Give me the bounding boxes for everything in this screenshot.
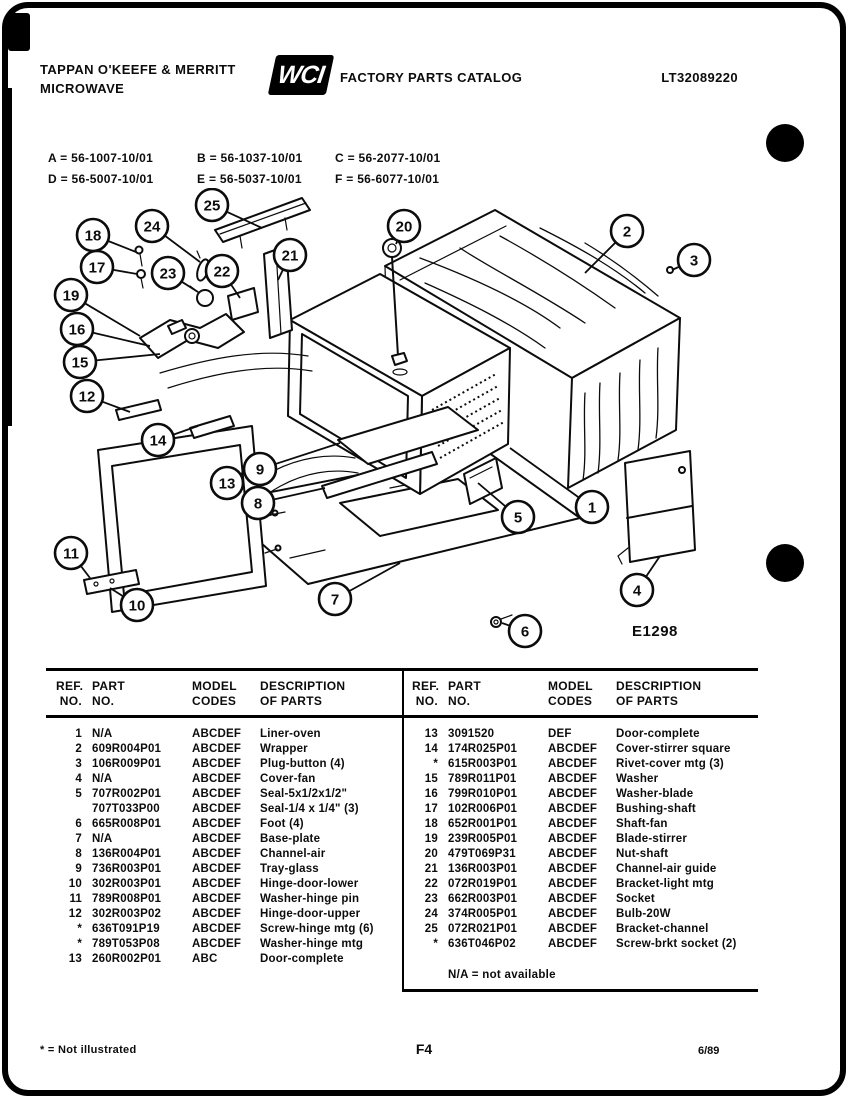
table-row	[412, 757, 758, 772]
cell-model: ABCDEF	[548, 938, 598, 950]
cell-model: ABCDEF	[548, 803, 598, 815]
cell-part: 374R005P01	[448, 908, 518, 920]
cell-part: 174R025P01	[448, 743, 518, 755]
cell-ref: *	[433, 758, 438, 770]
table-row	[412, 862, 758, 877]
cell-model: ABCDEF	[192, 788, 242, 800]
cell-ref: 20	[424, 848, 438, 860]
cell-desc: Seal-5x1/2x1/2"	[260, 788, 348, 800]
na-note: N/A = not available	[448, 969, 556, 981]
door-art	[84, 426, 281, 612]
cell-model: ABCDEF	[192, 908, 242, 920]
table-row	[412, 832, 758, 847]
cell-part: 799R010P01	[448, 788, 518, 800]
callout-number: 22	[213, 263, 231, 281]
cell-ref: 22	[424, 878, 438, 890]
cell-part: 302R003P01	[92, 878, 162, 890]
callout-number: 24	[143, 218, 161, 236]
table-row	[56, 937, 402, 952]
table-body-left	[46, 718, 402, 971]
cell-model: ABCDEF	[192, 803, 242, 815]
cell-ref: 19	[424, 833, 438, 845]
cell-model: ABCDEF	[548, 758, 598, 770]
cell-part: 239R005P01	[448, 833, 518, 845]
table-row	[412, 892, 758, 907]
table-row	[56, 922, 402, 937]
table-row	[412, 877, 758, 892]
cell-model: ABCDEF	[548, 788, 598, 800]
back-panel-art	[618, 451, 695, 564]
cell-ref: *	[77, 923, 82, 935]
cell-desc: Bracket-light mtg	[616, 878, 714, 890]
callout-number: 12	[78, 388, 96, 406]
table-row	[56, 832, 402, 847]
callout-number: 1	[587, 499, 597, 517]
cell-ref: 13	[424, 728, 438, 740]
parts-tables	[46, 668, 758, 992]
table-row	[56, 892, 402, 907]
callout-number: 14	[149, 432, 167, 450]
brand-line-2: MICROWAVE	[40, 81, 125, 96]
cell-ref: 14	[424, 743, 438, 755]
callout-number: 16	[68, 321, 86, 339]
cell-desc: Cover-stirrer square	[616, 743, 731, 755]
cell-desc: Washer-hinge mtg	[260, 938, 364, 950]
cell-model: ABCDEF	[548, 878, 598, 890]
cell-model: ABCDEF	[192, 863, 242, 875]
cell-model: ABCDEF	[192, 773, 242, 785]
cell-desc: Nut-shaft	[616, 848, 669, 860]
callout-number: 19	[62, 287, 80, 305]
cell-model: ABCDEF	[192, 728, 242, 740]
cell-desc: Bracket-channel	[616, 923, 709, 935]
model-code-F: F = 56-6077-10/01	[335, 172, 440, 186]
cell-ref: 17	[424, 803, 438, 815]
cell-desc: Shaft-fan	[616, 818, 668, 830]
cell-part: 3091520	[448, 728, 495, 740]
cell-model: ABCDEF	[192, 878, 242, 890]
brand-heading	[40, 60, 236, 98]
callout-number: 10	[128, 597, 146, 615]
header-desc: DESCRIPTION OF PARTS	[616, 679, 702, 708]
callout-number: 17	[88, 259, 106, 277]
cell-ref: 3	[75, 758, 82, 770]
cell-ref: 16	[424, 788, 438, 800]
leader-line	[275, 443, 340, 464]
cell-desc: Foot (4)	[260, 818, 304, 830]
cell-ref	[56, 802, 92, 817]
cell-desc: Washer-hinge pin	[260, 893, 360, 905]
exploded-diagram	[40, 188, 760, 658]
cell-desc: Channel-air	[260, 848, 326, 860]
table-row	[56, 787, 402, 802]
cell-model: DEF	[548, 728, 572, 740]
cell-ref: 15	[424, 773, 438, 785]
cell-model: ABCDEF	[548, 818, 598, 830]
leader-line	[96, 354, 160, 360]
table-row	[412, 742, 758, 757]
cell-ref: 7	[75, 833, 82, 845]
cell-desc: Wrapper	[260, 743, 308, 755]
table-body-right	[404, 718, 758, 956]
cell-ref: 13	[68, 953, 82, 965]
cell-desc: Base-plate	[260, 833, 321, 845]
cell-desc: Screw-brkt socket (2)	[616, 938, 737, 950]
wci-logo-text: WCI	[276, 60, 326, 89]
header-ref: REF. NO.	[56, 679, 84, 708]
cell-ref: 25	[424, 923, 438, 935]
table-row	[412, 727, 758, 742]
callout-number: 20	[395, 218, 413, 236]
table-row	[56, 862, 402, 877]
table-header	[46, 671, 402, 718]
callout-number: 9	[255, 461, 265, 479]
cell-model: ABCDEF	[192, 833, 242, 845]
cell-desc: Plug-button (4)	[260, 758, 345, 770]
cell-part: 665R008P01	[92, 818, 162, 830]
table-row	[412, 817, 758, 832]
table-row	[56, 757, 402, 772]
leader-line	[81, 566, 90, 578]
cell-part: 789R011P01	[448, 773, 517, 785]
table-row	[56, 877, 402, 892]
cell-model: ABCDEF	[548, 923, 598, 935]
leader-line	[108, 241, 136, 252]
callout-number: 13	[218, 475, 236, 493]
header-desc: DESCRIPTION OF PARTS	[260, 679, 346, 708]
table-row	[412, 787, 758, 802]
table-row	[412, 937, 758, 952]
cell-ref: 9	[75, 863, 82, 875]
table-row	[412, 772, 758, 787]
cell-model: ABCDEF	[192, 893, 242, 905]
header-model: MODEL CODES	[548, 679, 593, 708]
table-row	[56, 847, 402, 862]
cell-model: ABC	[192, 953, 218, 965]
scan-artifact-left-bar	[3, 88, 12, 426]
cell-part: 789R008P01	[92, 893, 162, 905]
table-row	[56, 772, 402, 787]
cell-model: ABCDEF	[548, 863, 598, 875]
cell-ref: 12	[68, 908, 82, 920]
cell-desc: Tray-glass	[260, 863, 319, 875]
cell-part: 609R004P01	[92, 743, 162, 755]
cell-ref: *	[77, 938, 82, 950]
cell-ref: 23	[424, 893, 438, 905]
header-model: MODEL CODES	[192, 679, 237, 708]
cell-part: 136R003P01	[448, 863, 518, 875]
cell-part: 136R004P01	[92, 848, 162, 860]
header-ref: REF. NO.	[412, 679, 440, 708]
model-code-B: B = 56-1037-10/01	[197, 151, 303, 165]
cell-desc: Blade-stirrer	[616, 833, 687, 845]
cell-part: 072R019P01	[448, 878, 518, 890]
cell-part: 260R002P01	[92, 953, 162, 965]
table-row	[412, 847, 758, 862]
cell-desc: Channel-air guide	[616, 863, 717, 875]
cell-part: 652R001P01	[448, 818, 518, 830]
cell-ref: 8	[75, 848, 82, 860]
model-list	[48, 151, 495, 193]
table-row	[412, 802, 758, 817]
binder-hole-mark	[766, 544, 804, 582]
cell-part: N/A	[92, 833, 113, 845]
callout-number: 5	[513, 509, 523, 527]
cell-part: 302R003P02	[92, 908, 162, 920]
cell-part: 615R003P01	[448, 758, 518, 770]
model-code-E: E = 56-5037-10/01	[197, 172, 302, 186]
footer-date: 6/89	[698, 1045, 720, 1057]
cell-ref: 1	[75, 728, 82, 740]
table-row	[56, 817, 402, 832]
header-part: PART NO.	[92, 679, 125, 708]
cell-part: 707R002P01	[92, 788, 162, 800]
cell-ref: 21	[424, 863, 438, 875]
table-row	[412, 922, 758, 937]
cell-desc: Washer-blade	[616, 788, 694, 800]
cell-ref: 6	[75, 818, 82, 830]
model-code-A: A = 56-1007-10/01	[48, 151, 154, 165]
cell-desc: Socket	[616, 893, 655, 905]
table-row	[412, 907, 758, 922]
cell-model: ABCDEF	[548, 773, 598, 785]
callout-number: 11	[63, 545, 79, 563]
callout-number: 2	[622, 223, 632, 241]
table-row	[56, 802, 402, 817]
cell-desc: Hinge-door-upper	[260, 908, 361, 920]
wci-logo	[268, 55, 335, 95]
cell-desc: Bushing-shaft	[616, 803, 696, 815]
cell-part: N/A	[92, 728, 113, 740]
cell-part: 636T091P19	[92, 923, 160, 935]
cell-model: ABCDEF	[548, 848, 598, 860]
cell-model: ABCDEF	[548, 833, 598, 845]
table-row	[56, 727, 402, 742]
parts-table-right	[404, 671, 758, 992]
cell-model: ABCDEF	[548, 743, 598, 755]
cell-ref: 24	[424, 908, 438, 920]
cell-model: ABCDEF	[192, 818, 242, 830]
cell-desc: Rivet-cover mtg (3)	[616, 758, 724, 770]
catalog-title: FACTORY PARTS CATALOG	[340, 70, 523, 85]
cell-desc: Door-complete	[260, 953, 344, 965]
callout-number: 6	[520, 623, 530, 641]
cell-part: 662R003P01	[448, 893, 518, 905]
binder-hole-mark	[766, 124, 804, 162]
callout-number: 25	[203, 197, 221, 215]
cell-part: 106R009P01	[92, 758, 162, 770]
callout-number: 21	[281, 247, 299, 265]
header-part: PART NO.	[448, 679, 481, 708]
cell-model: ABCDEF	[548, 893, 598, 905]
leader-line	[113, 270, 137, 274]
cell-ref: 4	[75, 773, 82, 785]
cell-desc: Cover-fan	[260, 773, 316, 785]
scan-artifact-corner	[8, 13, 30, 51]
callout-number: 4	[632, 582, 642, 600]
cell-part: 789T053P08	[92, 938, 160, 950]
callout-number: 18	[84, 227, 102, 245]
cell-desc: Seal-1/4 x 1/4" (3)	[260, 803, 359, 815]
callout-number: 7	[330, 591, 340, 609]
cell-model: ABCDEF	[192, 848, 242, 860]
footer-not-illustrated: * = Not illustrated	[40, 1044, 137, 1056]
cell-part: 636T046P02	[448, 938, 516, 950]
cell-ref: 5	[75, 788, 82, 800]
brand-line-1: TAPPAN O'KEEFE & MERRITT	[40, 62, 236, 77]
footer-page-code: F4	[415, 1041, 433, 1057]
cell-ref: 11	[69, 893, 82, 905]
table-row	[56, 742, 402, 757]
cell-part: 479T069P31	[448, 848, 516, 860]
cell-desc: Liner-oven	[260, 728, 321, 740]
callout-number: 3	[689, 252, 699, 270]
cell-model: ABCDEF	[192, 743, 242, 755]
cell-model: ABCDEF	[192, 938, 242, 950]
cell-ref: 2	[75, 743, 82, 755]
cell-desc: Washer	[616, 773, 659, 785]
cell-part: 072R021P01	[448, 923, 518, 935]
cell-model: ABCDEF	[548, 908, 598, 920]
figure-label: E1298	[632, 623, 678, 640]
callout-number: 23	[159, 265, 177, 283]
cell-model: ABCDEF	[192, 923, 242, 935]
cell-ref: *	[433, 938, 438, 950]
leader-line	[182, 282, 198, 292]
model-code-D: D = 56-5007-10/01	[48, 172, 154, 186]
callout-number: 8	[253, 495, 263, 513]
table-row	[56, 907, 402, 922]
cell-desc: Bulb-20W	[616, 908, 671, 920]
document-number: LT32089220	[661, 70, 738, 85]
cell-part: 736R003P01	[92, 863, 162, 875]
table-row	[56, 952, 402, 967]
cell-model: ABCDEF	[192, 758, 242, 770]
cell-part: 102R006P01	[448, 803, 518, 815]
callout-number: 15	[71, 354, 89, 372]
cell-ref: 10	[68, 878, 82, 890]
cell-desc: Screw-hinge mtg (6)	[260, 923, 374, 935]
cell-desc: Hinge-door-lower	[260, 878, 359, 890]
model-code-C: C = 56-2077-10/01	[335, 151, 441, 165]
cell-part: N/A	[92, 773, 113, 785]
table-header	[404, 671, 758, 718]
cell-ref: 18	[424, 818, 438, 830]
parts-table-left	[46, 671, 404, 992]
cell-part: 707T033P00	[92, 803, 160, 815]
cell-desc: Door-complete	[616, 728, 700, 740]
